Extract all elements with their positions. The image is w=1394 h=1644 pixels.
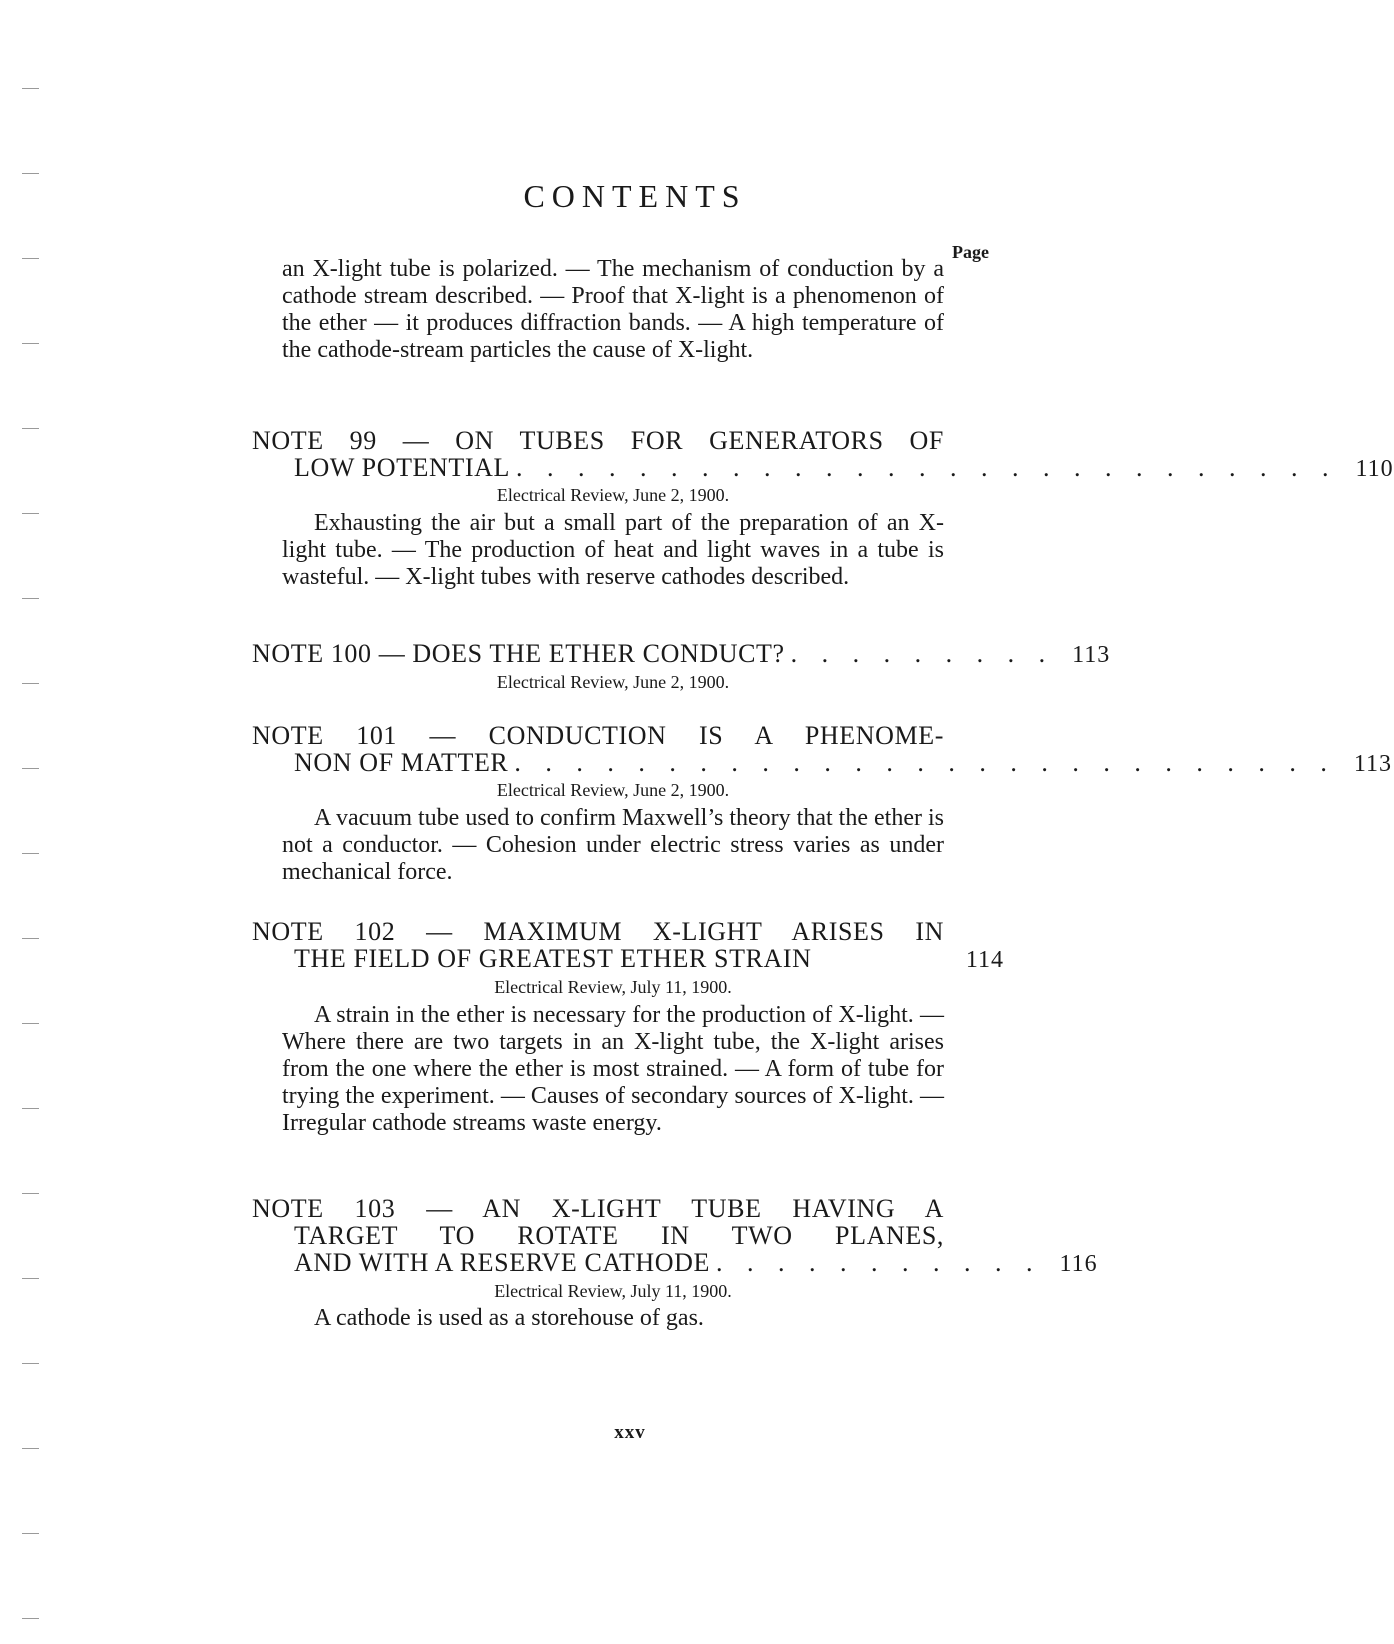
- note-103-title-line1: NOTE 103 — AN X-LIGHT TUBE HAVING A: [252, 1194, 944, 1223]
- margin-tick: [22, 1278, 39, 1279]
- note-102-summary: A strain in the ether is necessary for the production of X-light. — Where there are two targets in an X-light tube, the X-light arises from the one where the ether is most strained. — A form of tube for trying the experiment. — Causes of secondary sources of X-light. — Irregular cathode streams waste energy.: [282, 1002, 944, 1136]
- note-99-title-line2: LOW POTENTIAL: [294, 453, 511, 482]
- note-103-title-line3: AND WITH A RESERVE CATHODE: [294, 1248, 711, 1277]
- note-99-source: Electrical Review, June 2, 1900.: [496, 485, 730, 505]
- note-99-leader-dots: . . . . . . . . . . . . . . . . . . . . . . . . . . .: [516, 453, 1338, 482]
- note-103-leader-dots: . . . . . . . . . . .: [716, 1248, 1042, 1277]
- margin-tick: [22, 938, 39, 939]
- note-99-heading: [252, 426, 1394, 483]
- note-100-heading: [252, 639, 1111, 669]
- note-101-title-line1: NOTE 101 — CONDUCTION IS A PHENOME-: [252, 721, 944, 750]
- note-100-source: Electrical Review, June 2, 1900.: [496, 672, 730, 692]
- note-103-page-number: 116: [1059, 1251, 1098, 1277]
- note-99-title-line1: NOTE 99 — ON TUBES FOR GENERATORS OF: [252, 426, 944, 455]
- note-100-title: NOTE 100 — DOES THE ETHER CONDUCT?: [252, 639, 785, 668]
- note-103-summary: A cathode is used as a storehouse of gas.: [314, 1305, 704, 1331]
- note-101-source: Electrical Review, June 2, 1900.: [496, 780, 730, 800]
- note-100-leader-dots: . . . . . . . . .: [790, 639, 1055, 668]
- margin-tick: [22, 513, 39, 514]
- margin-tick: [22, 598, 39, 599]
- note-101-title-line2: NON OF MATTER: [294, 748, 509, 777]
- note-99-page-number: 110: [1355, 456, 1394, 482]
- page-folio: xxv: [614, 1422, 646, 1443]
- margin-tick: [22, 1448, 39, 1449]
- page-title: CONTENTS: [523, 178, 747, 214]
- margin-tick: [22, 1363, 39, 1364]
- margin-tick: [22, 1618, 39, 1619]
- margin-tick: [22, 768, 39, 769]
- note-101-leader-dots: . . . . . . . . . . . . . . . . . . . . . . . . . . .: [514, 748, 1336, 777]
- margin-tick: [22, 1193, 39, 1194]
- intro-paragraph: an X-light tube is polarized. — The mechanism of conduction by a cathode stream described. — Proof that X-light is a phenomenon of the ether — it produces diffraction bands. — A high temperature of the cathode-stream particles the cause of X-light.: [282, 256, 944, 363]
- note-102-title-line2: THE FIELD OF GREATEST ETHER STRAIN: [294, 944, 812, 973]
- note-99-summary: Exhausting the air but a small part of the preparation of an X-light tube. — The production of heat and light waves in a tube is wasteful. — X-light tubes with reserve cathodes described.: [282, 510, 944, 590]
- note-103-heading: [252, 1194, 1098, 1278]
- margin-tick-marks: [22, 0, 42, 1644]
- note-102-page-number: 114: [965, 947, 1004, 973]
- margin-tick: [22, 428, 39, 429]
- note-103-title-line2: TARGET TO ROTATE IN TWO PLANES,: [294, 1221, 944, 1250]
- margin-tick: [22, 258, 39, 259]
- note-103-source: Electrical Review, July 11, 1900.: [494, 1281, 732, 1301]
- margin-tick: [22, 853, 39, 854]
- page-column-label: Page: [952, 242, 989, 262]
- note-102-heading: [252, 918, 1004, 974]
- note-100-page-number: 113: [1072, 642, 1111, 668]
- margin-tick: [22, 1023, 39, 1024]
- note-102-title-line1: NOTE 102 — MAXIMUM X-LIGHT ARISES IN: [252, 917, 944, 946]
- margin-tick: [22, 1108, 39, 1109]
- margin-tick: [22, 343, 39, 344]
- note-102-source: Electrical Review, July 11, 1900.: [494, 977, 732, 997]
- margin-tick: [22, 173, 39, 174]
- margin-tick: [22, 1533, 39, 1534]
- note-101-heading: [252, 721, 1392, 778]
- margin-tick: [22, 683, 39, 684]
- note-101-summary: A vacuum tube used to confirm Maxwell’s theory that the ether is not a conductor. — Cohesion under electric stress varies as under mechanical force.: [282, 805, 944, 885]
- margin-tick: [22, 88, 39, 89]
- note-101-page-number: 113: [1353, 751, 1392, 777]
